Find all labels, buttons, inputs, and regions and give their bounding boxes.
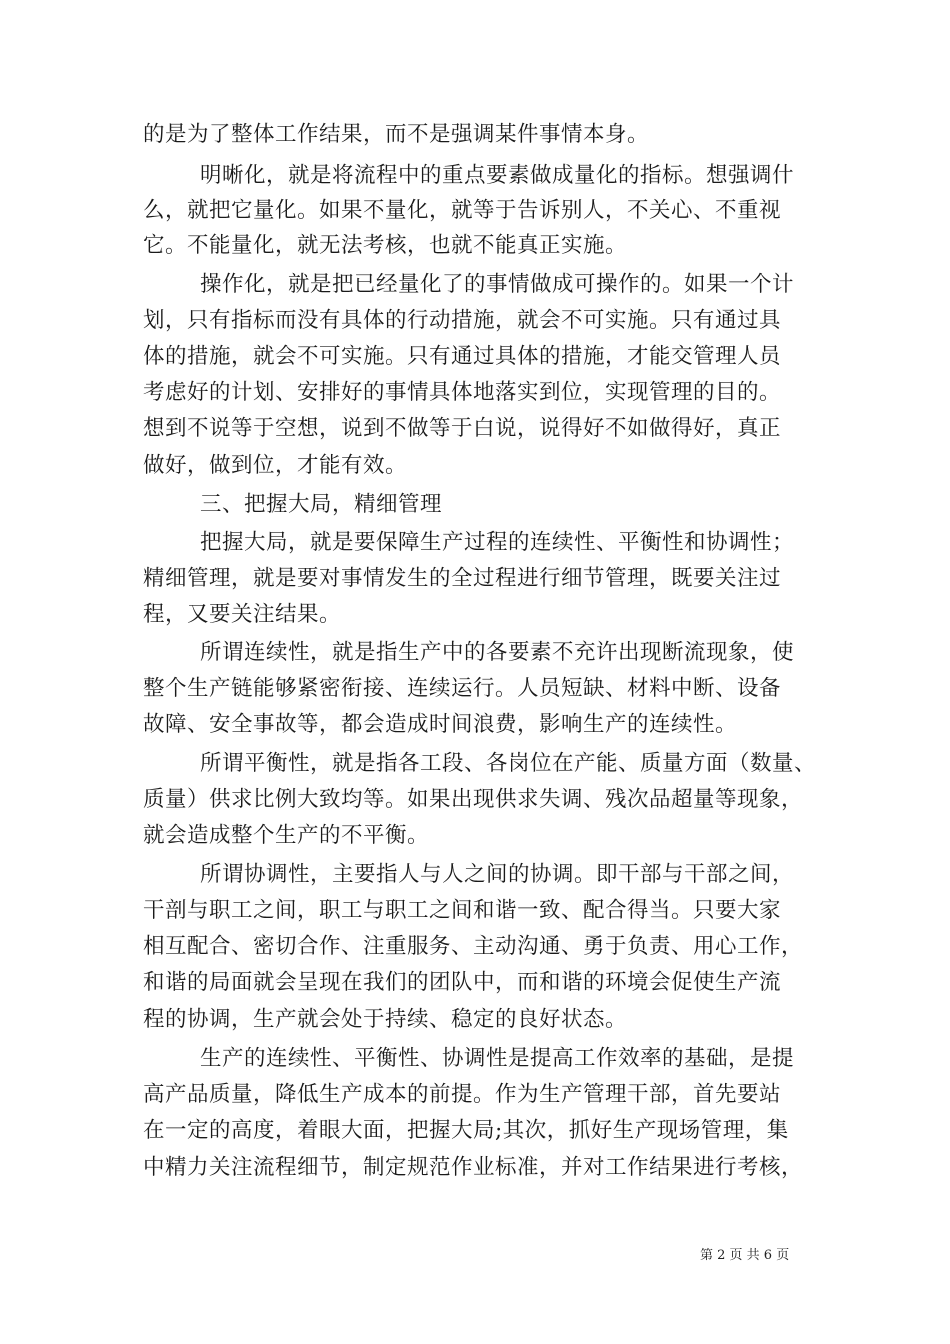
text-line: 程，又要关注结果。 bbox=[143, 602, 342, 627]
text-line: 整个生产链能够紧密衔接、连续运行。人员短缺、材料中断、设备 bbox=[143, 676, 782, 701]
paragraph-line: 所谓协调性，主要指人与人之间的协调。即干部与干部之间， bbox=[200, 862, 795, 887]
paragraph-line: 所谓连续性，就是指生产中的各要素不充许出现断流现象，使 bbox=[200, 640, 795, 665]
text-line: 精细管理，就是要对事情发生的全过程进行细节管理，既要关注过 bbox=[143, 566, 782, 591]
text-line: 中精力关注流程细节，制定规范作业标准，并对工作结果进行考核， bbox=[143, 1155, 804, 1180]
text-line: 相互配合、密切合作、注重服务、主动沟通、勇于负责、用心工作， bbox=[143, 934, 804, 959]
text-line: 做好，做到位，才能有效。 bbox=[143, 453, 408, 478]
text-line: 高产品质量，降低生产成本的前提。作为生产管理干部，首先要站 bbox=[143, 1082, 782, 1107]
paragraph-line: 所谓平衡性，就是指各工段、各岗位在产能、质量方面（数量、 bbox=[200, 751, 817, 776]
text-line: 考虑好的计划、安排好的事情具体地落实到位，实现管理的目的。 bbox=[143, 380, 782, 405]
text-line: 和谐的局面就会呈现在我们的团队中，而和谐的环境会促使生产流 bbox=[143, 970, 782, 995]
paragraph-line: 明晰化，就是将流程中的重点要素做成量化的指标。想强调什 bbox=[200, 163, 795, 188]
paragraph-line: 把握大局，就是要保障生产过程的连续性、平衡性和协调性； bbox=[200, 530, 795, 555]
text-line: 就会造成整个生产的不平衡。 bbox=[143, 823, 430, 848]
text-line: 么，就把它量化。如果不量化，就等于告诉别人，不关心、不重视 bbox=[143, 198, 782, 223]
text-line: 的是为了整体工作结果，而不是强调某件事情本身。 bbox=[143, 122, 650, 147]
text-line: 干剖与职工之间，职工与职工之间和谐一致、配合得当。只要大家 bbox=[143, 898, 782, 923]
text-line: 体的措施，就会不可实施。只有通过具体的措施，才能交管理人员 bbox=[143, 344, 782, 369]
text-line: 它。不能量化，就无法考核，也就不能真正实施。 bbox=[143, 233, 628, 258]
text-line: 划，只有指标而没有具体的行动措施，就会不可实施。只有通过具 bbox=[143, 308, 782, 333]
text-line: 质量）供求比例大致均等。如果出现供求失调、残次品超量等现象， bbox=[143, 787, 804, 812]
text-line: 程的协调，生产就会处于持续、稳定的良好状态。 bbox=[143, 1007, 628, 1032]
text-line: 想到不说等于空想，说到不做等于白说，说得好不如做得好，真正 bbox=[143, 416, 782, 441]
paragraph-line: 生产的连续性、平衡性、协调性是提高工作效率的基础，是提 bbox=[200, 1046, 795, 1071]
text-line: 在一定的高度，着眼大面，把握大局;其次，抓好生产现场管理，集 bbox=[143, 1118, 789, 1143]
text-line: 故障、安全事故等，都会造成时间浪费，影响生产的连续性。 bbox=[143, 712, 738, 737]
paragraph-line: 操作化，就是把已经量化了的事情做成可操作的。如果一个计 bbox=[200, 272, 795, 297]
page-number: 第 2 页 共 6 页 bbox=[700, 1248, 790, 1263]
section-heading: 三、把握大局，精细管理 bbox=[200, 492, 443, 517]
